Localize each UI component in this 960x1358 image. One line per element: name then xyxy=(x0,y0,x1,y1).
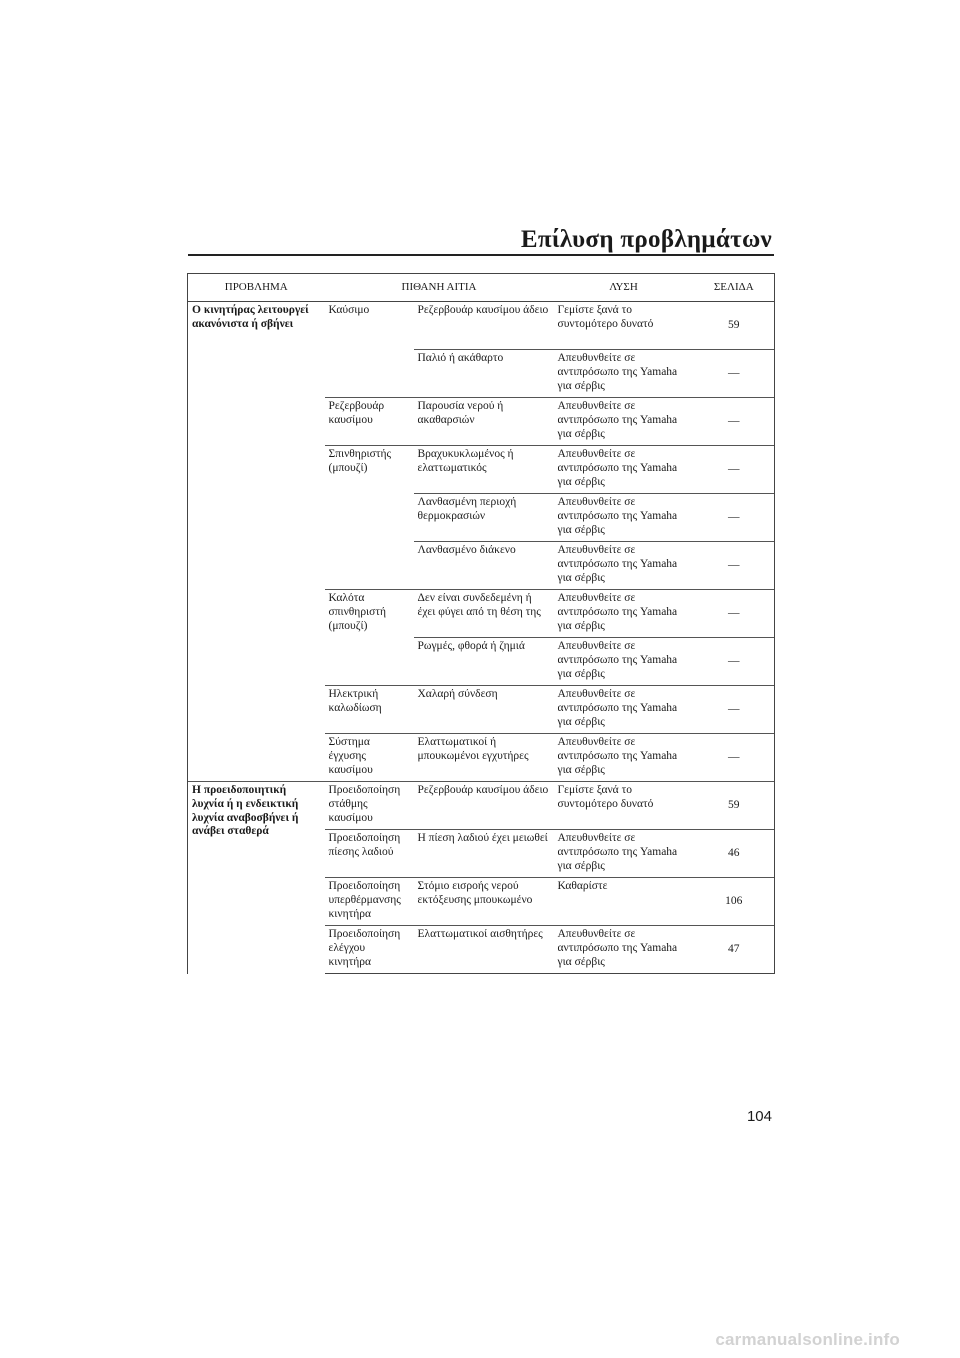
solution-cell: Απευθυνθείτε σε αντιπρόσωπο της Yamaha για σέρβις xyxy=(554,398,694,446)
problem-cell: Ο κινητήρας λειτουργεί ακανόνιστα ή σβήνει xyxy=(188,302,325,782)
cause-group-cell: Σύστημα έγχυσης καυσίμου xyxy=(325,734,414,782)
cause-cell: Ρεζερβουάρ καυσίμου άδειο xyxy=(414,782,554,830)
cause-cell: Παρουσία νερού ή ακαθαρσιών xyxy=(414,398,554,446)
page-ref-cell: — xyxy=(694,686,775,734)
page-ref-cell: — xyxy=(694,734,775,782)
solution-cell: Απευθυνθείτε σε αντιπρόσωπο της Yamaha για σέρβις xyxy=(554,590,694,638)
cause-group-cell: Προειδοποίηση στάθμης καυσίμου xyxy=(325,782,414,830)
solution-cell: Απευθυνθείτε σε αντιπρόσωπο της Yamaha για σέρβις xyxy=(554,638,694,686)
cause-group-cell: Προειδοποίηση υπερθέρμανσης κινητήρα xyxy=(325,878,414,926)
table-row xyxy=(188,302,775,350)
cause-group-cell: Καλότα σπινθηριστή (μπουζί) xyxy=(325,590,414,686)
cause-group-cell: Ηλεκτρική καλωδίωση xyxy=(325,686,414,734)
cause-cell: Λανθασμένο διάκενο xyxy=(414,542,554,590)
page-ref-cell: 47 xyxy=(694,926,775,974)
cause-cell: Ελαττωματικοί αισθητήρες xyxy=(414,926,554,974)
cause-group-cell: Καύσιμο xyxy=(325,302,414,398)
solution-cell: Απευθυνθείτε σε αντιπρόσωπο της Yamaha για σέρβις xyxy=(554,686,694,734)
cause-cell: Δεν είναι συνδεδεμένη ή έχει φύγει από τη θέση της xyxy=(414,590,554,638)
solution-cell: Γεμίστε ξανά το συντομότερο δυνατό xyxy=(554,782,694,830)
cause-cell: Λανθασμένη περιοχή θερμοκρασιών xyxy=(414,494,554,542)
solution-cell: Καθαρίστε xyxy=(554,878,694,926)
troubleshooting-table xyxy=(187,273,775,974)
page-ref-cell: — xyxy=(694,638,775,686)
cause-cell: Βραχυκυκλωμένος ή ελαττωματικός xyxy=(414,446,554,494)
page-ref-cell: — xyxy=(694,590,775,638)
cause-cell: Στόμιο εισροής νερού εκτόξευσης μπουκωμένο xyxy=(414,878,554,926)
page-title: Επίλυση προβλημάτων xyxy=(520,226,772,253)
cause-group-cell: Προειδοποίηση ελέγχου κινητήρα xyxy=(325,926,414,974)
page-ref-cell: 106 xyxy=(694,878,775,926)
solution-cell: Απευθυνθείτε σε αντιπρόσωπο της Yamaha για σέρβις xyxy=(554,830,694,878)
solution-cell: Απευθυνθείτε σε αντιπρόσωπο της Yamaha για σέρβις xyxy=(554,926,694,974)
page-ref-cell: — xyxy=(694,494,775,542)
solution-cell: Απευθυνθείτε σε αντιπρόσωπο της Yamaha για σέρβις xyxy=(554,350,694,398)
page-ref-cell: — xyxy=(694,398,775,446)
header-solution: ΛΥΣΗ xyxy=(554,274,694,302)
problem-cell: Η προειδοποιητική λυχνία ή η ενδεικτική λυχνία αναβοσβήνει ή ανάβει σταθερά xyxy=(188,782,325,974)
table-header-row xyxy=(188,274,775,302)
solution-cell: Απευθυνθείτε σε αντιπρόσωπο της Yamaha για σέρβις xyxy=(554,446,694,494)
cause-group-cell: Ρεζερβουάρ καυσίμου xyxy=(325,398,414,446)
watermark: carmanualsonline.info xyxy=(715,1330,900,1349)
title-rule xyxy=(188,254,774,256)
page-ref-cell: 59 xyxy=(694,782,775,830)
cause-cell: Ελαττωματικοί ή μπουκωμένοι εγχυτήρες xyxy=(414,734,554,782)
cause-cell: Η πίεση λαδιού έχει μειωθεί xyxy=(414,830,554,878)
header-page: ΣΕΛΙΔΑ xyxy=(694,274,775,302)
cause-cell: Χαλαρή σύνδεση xyxy=(414,686,554,734)
cause-cell: Παλιό ή ακάθαρτο xyxy=(414,350,554,398)
page-number: 104 xyxy=(746,1108,772,1125)
page-ref-cell: — xyxy=(694,446,775,494)
page-ref-cell: 59 xyxy=(694,302,775,350)
header-problem: ΠΡΟΒΛΗΜΑ xyxy=(188,274,325,302)
cause-group-cell: Προειδοποίηση πίεσης λαδιού xyxy=(325,830,414,878)
solution-cell: Απευθυνθείτε σε αντιπρόσωπο της Yamaha για σέρβις xyxy=(554,494,694,542)
cause-cell: Ρωγμές, φθορά ή ζημιά xyxy=(414,638,554,686)
page-ref-cell: — xyxy=(694,542,775,590)
solution-cell: Γεμίστε ξανά το συντομότερο δυνατό xyxy=(554,302,694,350)
solution-cell: Απευθυνθείτε σε αντιπρόσωπο της Yamaha για σέρβις xyxy=(554,542,694,590)
solution-cell: Απευθυνθείτε σε αντιπρόσωπο της Yamaha για σέρβις xyxy=(554,734,694,782)
page-ref-cell: — xyxy=(694,350,775,398)
cause-cell: Ρεζερβουάρ καυσίμου άδειο xyxy=(414,302,554,350)
cause-group-cell: Σπινθηριστής (μπουζί) xyxy=(325,446,414,590)
header-cause: ΠΙΘΑΝΗ ΑΙΤΙΑ xyxy=(325,274,554,302)
table-row xyxy=(188,782,775,830)
page-ref-cell: 46 xyxy=(694,830,775,878)
